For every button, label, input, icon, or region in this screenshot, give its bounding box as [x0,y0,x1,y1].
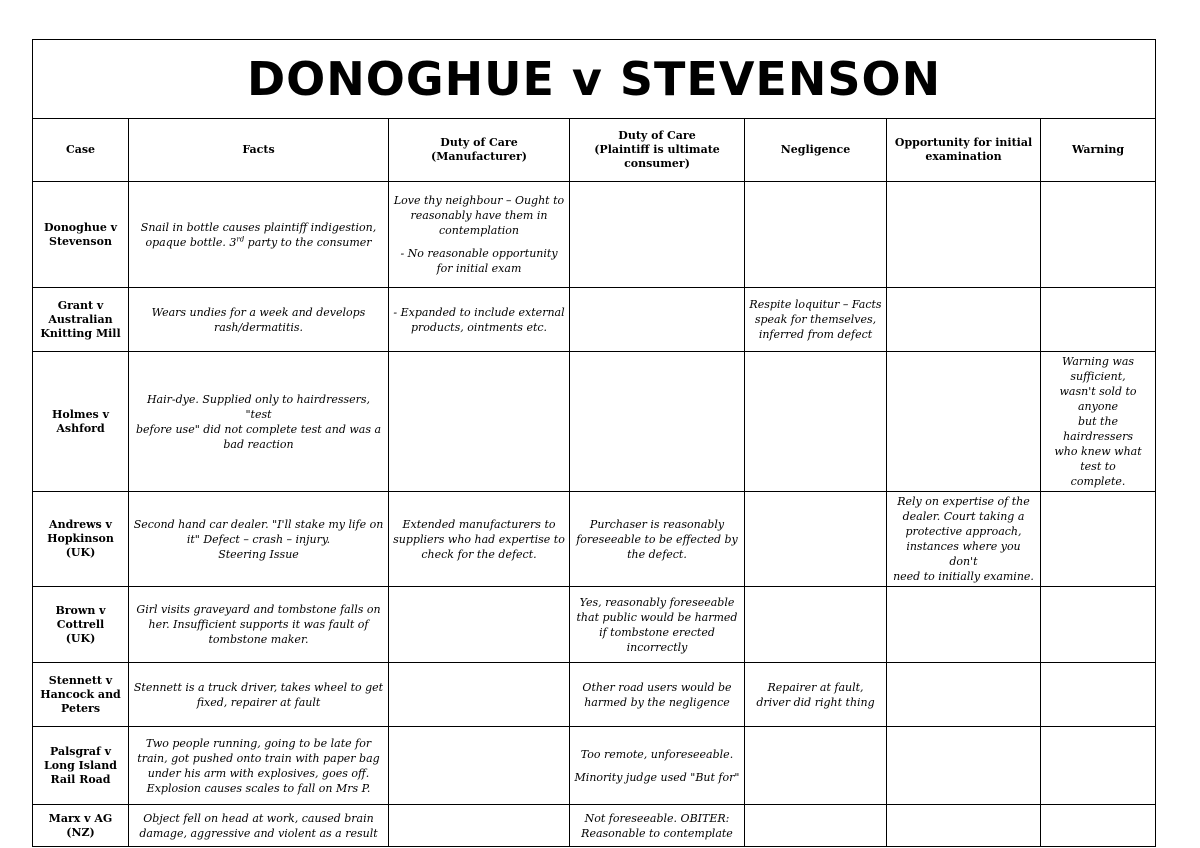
header-opportunity: Opportunity for initial examination [887,119,1041,182]
duty-plaintiff-cell [570,288,745,352]
facts-cell [129,182,389,288]
header-facts: Facts [129,119,389,182]
opportunity-cell: Rely on expertise of the dealer. Court taking a protective approach, instances where you don't need to initially examine. [887,492,1041,587]
duty-plaintiff-cell [570,182,745,288]
duty-manufacturer-cell [389,352,570,492]
negligence-cell [745,352,887,492]
opportunity-cell [887,805,1041,847]
warning-cell [1041,805,1156,847]
duty-plaintiff-text: Too remote, unforeseeable. [580,747,734,761]
case-name: Grant v Australian Knitting Mill [33,288,129,352]
warning-cell: Warning was sufficient, wasn't sold to anyone but the hairdressers who knew what test to complete. [1041,352,1156,492]
cases-table [32,39,1156,847]
duty-plaintiff-cell: Not foreseeable. OBITER: Reasonable to contemplate [570,805,745,847]
case-name: Stennett v Hancock and Peters [33,663,129,727]
table-row [33,727,1156,805]
facts-cell: Object fell on head at work, caused brain damage, aggressive and violent as a result [129,805,389,847]
facts-text: Snail in bottle causes plaintiff indigestion, opaque bottle. 3 [140,220,377,249]
table-row [33,352,1156,492]
table-row [33,805,1156,847]
duty-plaintiff-cell [570,352,745,492]
warning-cell [1041,288,1156,352]
case-name: Andrews v Hopkinson (UK) [33,492,129,587]
header-duty-manufacturer: Duty of Care (Manufacturer) [389,119,570,182]
facts-text-tail: party to the consumer [244,235,372,249]
table-row [33,492,1156,587]
opportunity-cell [887,587,1041,663]
header-duty-plaintiff: Duty of Care (Plaintiff is ultimate consumer) [570,119,745,182]
duty-manufacturer-cell [389,182,570,288]
warning-cell [1041,492,1156,587]
duty-plaintiff-cell: Yes, reasonably foreseeable that public would be harmed if tombstone erected incorrectly [570,587,745,663]
header-negligence: Negligence [745,119,887,182]
warning-cell [1041,663,1156,727]
opportunity-cell [887,663,1041,727]
case-name: Donoghue v Stevenson [33,182,129,288]
facts-cell: Wears undies for a week and develops rash/dermatitis. [129,288,389,352]
header-case: Case [33,119,129,182]
warning-cell [1041,587,1156,663]
table-row [33,288,1156,352]
negligence-cell: Repairer at fault, driver did right thing [745,663,887,727]
facts-cell: Girl visits graveyard and tombstone falls on her. Insufficient supports it was fault of tombstone maker. [129,587,389,663]
opportunity-cell [887,727,1041,805]
duty-manufacturer-cell [389,727,570,805]
table-row [33,182,1156,288]
facts-cell: Second hand car dealer. "I'll stake my life on it" Defect – crash – injury. Steering Issue [129,492,389,587]
negligence-cell [745,727,887,805]
table-row [33,587,1156,663]
table-row [33,663,1156,727]
negligence-cell [745,492,887,587]
duty-plaintiff-cell [570,727,745,805]
case-name: Marx v AG (NZ) [33,805,129,847]
case-name: Brown v Cottrell (UK) [33,587,129,663]
facts-cell: Two people running, going to be late for train, got pushed onto train with paper bag under his arm with explosives, goes off. Explosion causes scales to fall on Mrs P. [129,727,389,805]
facts-cell: Hair-dye. Supplied only to hairdressers, "test before use" did not complete test and was a bad reaction [129,352,389,492]
duty-plaintiff-cell: Other road users would be harmed by the negligence [570,663,745,727]
opportunity-cell [887,182,1041,288]
warning-cell [1041,182,1156,288]
duty-manufacturer-text: Love thy neighbour – Ought to reasonably have them in contemplation [393,194,565,237]
duty-manufacturer-note: - No reasonable opportunity for initial exam [400,247,558,275]
opportunity-cell [887,352,1041,492]
duty-plaintiff-cell: Purchaser is reasonably foreseeable to be effected by the defect. [570,492,745,587]
duty-manufacturer-cell [389,805,570,847]
duty-plaintiff-note: Minority judge used "But for" [574,770,740,784]
facts-cell: Stennett is a truck driver, takes wheel to get fixed, repairer at fault [129,663,389,727]
case-name: Palsgraf v Long Island Rail Road [33,727,129,805]
facts-superscript: rd [236,234,245,243]
warning-cell [1041,727,1156,805]
page-title: DONOGHUE v STEVENSON [246,52,942,106]
negligence-cell [745,182,887,288]
duty-manufacturer-cell [389,587,570,663]
negligence-cell: Respite loquitur – Facts speak for themselves, inferred from defect [745,288,887,352]
opportunity-cell [887,288,1041,352]
title-cell [33,40,1156,119]
case-name: Holmes v Ashford [33,352,129,492]
header-warning: Warning [1041,119,1156,182]
duty-manufacturer-cell [389,663,570,727]
duty-manufacturer-cell: - Expanded to include external products, ointments etc. [389,288,570,352]
header-row [33,119,1156,182]
negligence-cell [745,805,887,847]
negligence-cell [745,587,887,663]
title-row [33,40,1156,119]
duty-manufacturer-cell: Extended manufacturers to suppliers who had expertise to check for the defect. [389,492,570,587]
